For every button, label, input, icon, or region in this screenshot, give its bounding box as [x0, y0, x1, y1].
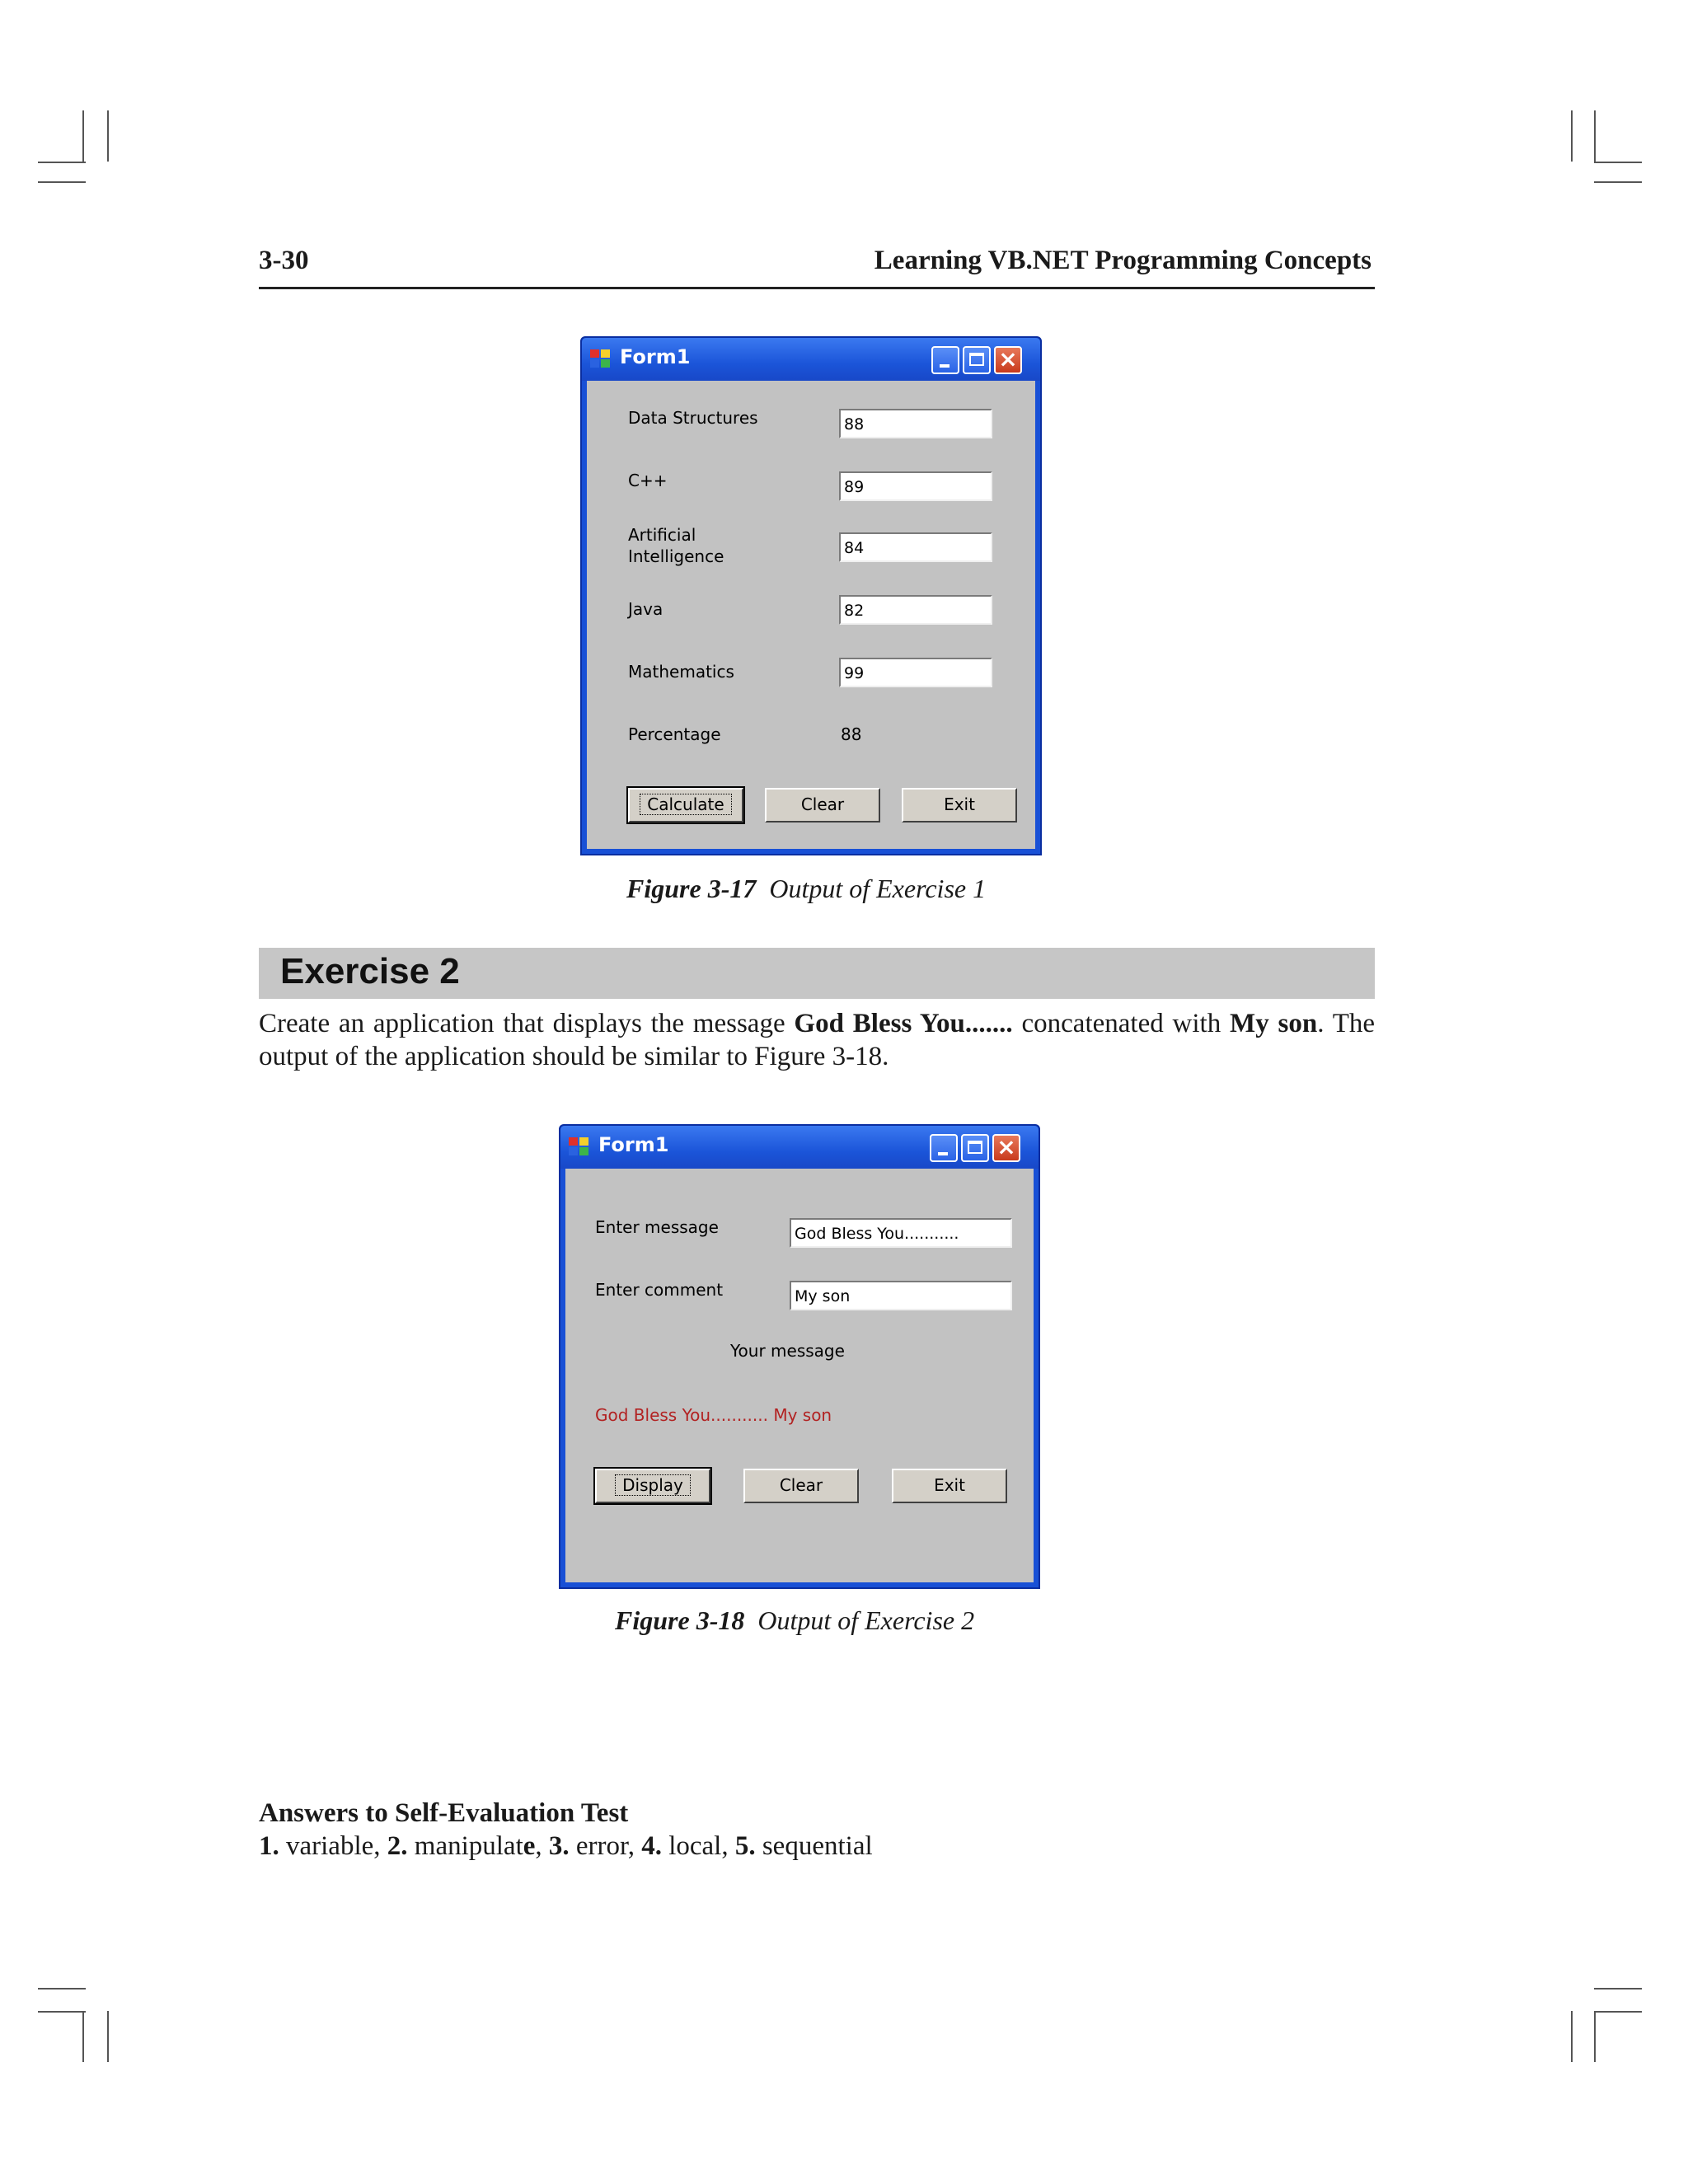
calculate-button-label: Calculate [640, 794, 731, 815]
answer-text: variable, [279, 1831, 387, 1861]
title-bar[interactable] [582, 338, 1040, 381]
exercise-bold-comment: My son [1230, 1009, 1318, 1038]
book-title: Learning VB.NET Programming Concepts [874, 246, 1372, 275]
input-mathematics[interactable]: 99 [839, 658, 992, 687]
input-data-structures[interactable]: 88 [839, 409, 992, 438]
close-icon: × [996, 1133, 1016, 1160]
crop-mark [1594, 1988, 1642, 1990]
answer-text: sequential [755, 1831, 873, 1861]
crop-mark [1594, 2011, 1596, 2062]
minimize-icon [938, 1152, 948, 1155]
figure-caption-2 [615, 1605, 974, 1636]
exit-button[interactable]: Exit [902, 788, 1017, 823]
crop-mark [1594, 181, 1642, 183]
exercise-bold-message: God Bless You....... [794, 1009, 1013, 1038]
label-mathematics: Mathematics [628, 662, 734, 682]
answer-number: 2. [387, 1831, 408, 1861]
close-button[interactable] [994, 346, 1022, 374]
exercise-text: Create an application that displays the message [259, 1009, 795, 1038]
close-icon: × [998, 345, 1018, 373]
crop-mark [38, 2011, 86, 2013]
display-button-label: Display [615, 1474, 691, 1496]
app-icon [590, 349, 612, 369]
form-client-area [565, 1169, 1034, 1582]
crop-mark [38, 181, 86, 183]
label-percentage: Percentage [628, 724, 721, 744]
answer-number: 3. [548, 1831, 570, 1861]
output-message: God Bless You........... My son [595, 1405, 832, 1425]
answer-number: 4. [641, 1831, 662, 1861]
maximize-button[interactable] [963, 346, 991, 374]
minimize-icon [940, 364, 950, 368]
crop-mark [38, 1988, 86, 1990]
title-bar[interactable] [560, 1126, 1039, 1169]
figure-number: Figure 3-18 [615, 1605, 745, 1635]
page-number: 3-30 [259, 246, 309, 275]
crop-mark [107, 110, 109, 162]
crop-mark [1571, 110, 1573, 162]
crop-mark [1571, 2011, 1573, 2062]
crop-mark [1594, 162, 1642, 163]
exit-button[interactable]: Exit [892, 1469, 1007, 1503]
figure-caption-1 [626, 874, 986, 904]
exercise-text: . The output of the application should be similar to Figure 3-18. [259, 1009, 1376, 1071]
crop-mark [38, 162, 86, 163]
exercise-heading-bar [259, 948, 1375, 999]
answer-number: 1. [259, 1831, 279, 1861]
minimize-button[interactable] [930, 1134, 958, 1162]
answer-fragment: e [523, 1831, 536, 1861]
answer-text: local, [661, 1831, 735, 1861]
answers-heading: Answers to Self-Evaluation Test [259, 1798, 629, 1828]
exercise-text: concatenated with [1012, 1009, 1231, 1038]
answers-list [259, 1831, 873, 1862]
crop-mark [1594, 110, 1596, 162]
figure-number: Figure 3-17 [626, 874, 757, 903]
exercise-description [259, 1007, 1375, 1073]
input-message[interactable]: God Bless You........... [790, 1218, 1012, 1248]
crop-mark [1594, 2011, 1642, 2013]
input-cpp[interactable]: 89 [839, 471, 992, 501]
clear-button[interactable]: Clear [743, 1469, 859, 1503]
answer-text: error, [569, 1831, 642, 1861]
form1-window-exercise2 [559, 1124, 1040, 1589]
maximize-icon [969, 353, 984, 366]
maximize-button[interactable] [961, 1134, 989, 1162]
form-client-area [587, 381, 1035, 849]
answer-text: , [535, 1831, 549, 1861]
label-artificial-intelligence: Artificial Intelligence [628, 525, 724, 566]
answer-number: 5. [734, 1831, 756, 1861]
minimize-button[interactable] [931, 346, 959, 374]
label-java: Java [628, 599, 663, 619]
label-enter-message: Enter message [595, 1217, 719, 1237]
input-artificial-intelligence[interactable]: 84 [839, 532, 992, 562]
label-cpp: C++ [628, 471, 668, 490]
label-data-structures: Data Structures [628, 408, 758, 428]
window-title: Form1 [620, 345, 691, 368]
label-your-message: Your message [730, 1341, 845, 1361]
app-icon [569, 1137, 590, 1157]
exercise-title: Exercise 2 [280, 951, 460, 991]
label-enter-comment: Enter comment [595, 1280, 724, 1300]
maximize-icon [968, 1141, 982, 1154]
close-button[interactable] [992, 1134, 1020, 1162]
input-comment[interactable]: My son [790, 1281, 1012, 1310]
input-java[interactable]: 82 [839, 595, 992, 625]
display-button[interactable] [595, 1469, 710, 1503]
form1-window-exercise1 [580, 336, 1042, 855]
calculate-button[interactable] [628, 788, 743, 823]
crop-mark [107, 2011, 109, 2062]
clear-button[interactable]: Clear [765, 788, 880, 823]
figure-caption-text: Output of Exercise 2 [757, 1605, 975, 1635]
running-header [259, 244, 1375, 289]
crop-mark [82, 110, 84, 162]
crop-mark [82, 2011, 84, 2062]
answer-text: manipulat [407, 1831, 523, 1861]
figure-caption-text: Output of Exercise 1 [769, 874, 987, 903]
window-title: Form1 [598, 1133, 669, 1156]
percentage-value: 88 [841, 724, 862, 744]
